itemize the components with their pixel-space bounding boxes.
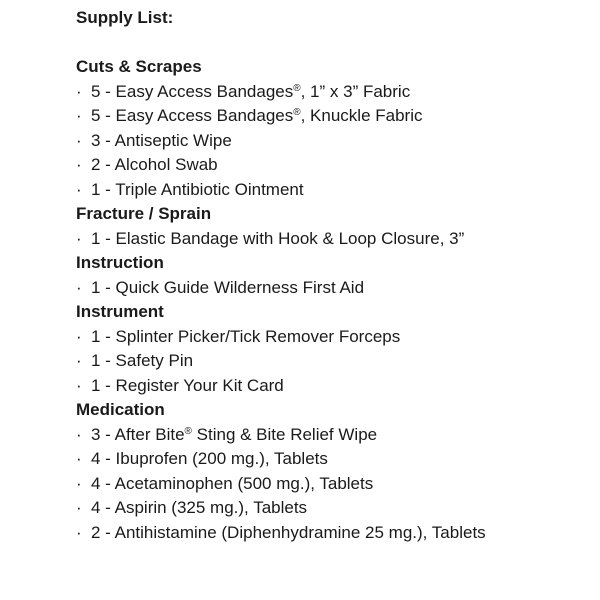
- item-text-suffix: , Knuckle Fabric: [300, 106, 423, 125]
- item-text: 1 - Elastic Bandage with Hook & Loop Closure, 3”: [91, 228, 465, 248]
- section-heading: Medication: [76, 400, 165, 419]
- item-text: 4 - Acetaminophen (500 mg.), Tablets: [91, 473, 374, 493]
- bullet-icon: ·: [76, 351, 82, 370]
- supply-list-document: [76, 6, 586, 545]
- registered-mark: ®: [184, 425, 192, 437]
- bullet-icon: ·: [76, 155, 82, 174]
- page-title: Supply List:: [76, 8, 174, 27]
- list-item: [76, 472, 586, 497]
- list-item: [76, 423, 586, 448]
- item-text: 4 - Ibuprofen (200 mg.), Tablets: [91, 449, 328, 468]
- section-heading: Cuts & Scrapes: [76, 57, 202, 76]
- list-item: [76, 447, 586, 472]
- item-text-suffix: , 1” x 3” Fabric: [300, 81, 411, 101]
- bullet-icon: ·: [76, 228, 82, 248]
- item-text: 5 - Easy Access Bandages: [91, 106, 294, 125]
- bullet-icon: ·: [76, 449, 82, 468]
- list-item: [76, 129, 586, 154]
- list-item: [76, 374, 586, 399]
- item-text: 4 - Aspirin (325 mg.), Tablets: [91, 498, 308, 517]
- item-text: 2 - Antihistamine (Diphenhydramine 25 mg.), Tablets: [91, 522, 486, 542]
- section-heading: Instruction: [76, 253, 164, 272]
- item-text: 3 - After Bite: [91, 424, 185, 444]
- item-text: 1 - Safety Pin: [91, 351, 194, 370]
- list-item: [76, 349, 586, 374]
- item-text: 2 - Alcohol Swab: [91, 155, 218, 174]
- list-item: [76, 521, 586, 546]
- bullet-icon: ·: [76, 277, 82, 297]
- registered-mark: ®: [293, 82, 301, 94]
- item-text-suffix: Sting & Bite Relief Wipe: [191, 424, 378, 444]
- item-text: 3 - Antiseptic Wipe: [91, 130, 232, 150]
- bullet-icon: ·: [76, 106, 82, 125]
- supply-sections: [76, 55, 586, 545]
- list-item: [76, 178, 586, 203]
- bullet-icon: ·: [76, 424, 82, 444]
- item-text: 1 - Triple Antibiotic Ointment: [91, 179, 304, 199]
- list-item: [76, 227, 586, 252]
- bullet-icon: ·: [76, 473, 82, 493]
- item-text: 1 - Register Your Kit Card: [91, 375, 284, 395]
- item-text: 1 - Splinter Picker/Tick Remover Forceps: [91, 326, 401, 346]
- bullet-icon: ·: [76, 130, 82, 150]
- item-text: 5 - Easy Access Bandages: [91, 81, 294, 101]
- bullet-icon: ·: [76, 81, 82, 101]
- bullet-icon: ·: [76, 498, 82, 517]
- bullet-icon: ·: [76, 375, 82, 395]
- list-item: [76, 153, 586, 178]
- list-item: [76, 80, 586, 105]
- bullet-icon: ·: [76, 522, 82, 542]
- section-heading: Instrument: [76, 302, 164, 321]
- bullet-icon: ·: [76, 179, 82, 199]
- item-text: 1 - Quick Guide Wilderness First Aid: [91, 277, 365, 297]
- section-heading: Fracture / Sprain: [76, 204, 212, 223]
- list-item: [76, 276, 586, 301]
- list-item: [76, 104, 586, 129]
- list-item: [76, 325, 586, 350]
- bullet-icon: ·: [76, 326, 82, 346]
- registered-mark: ®: [293, 107, 301, 118]
- list-item: [76, 496, 586, 521]
